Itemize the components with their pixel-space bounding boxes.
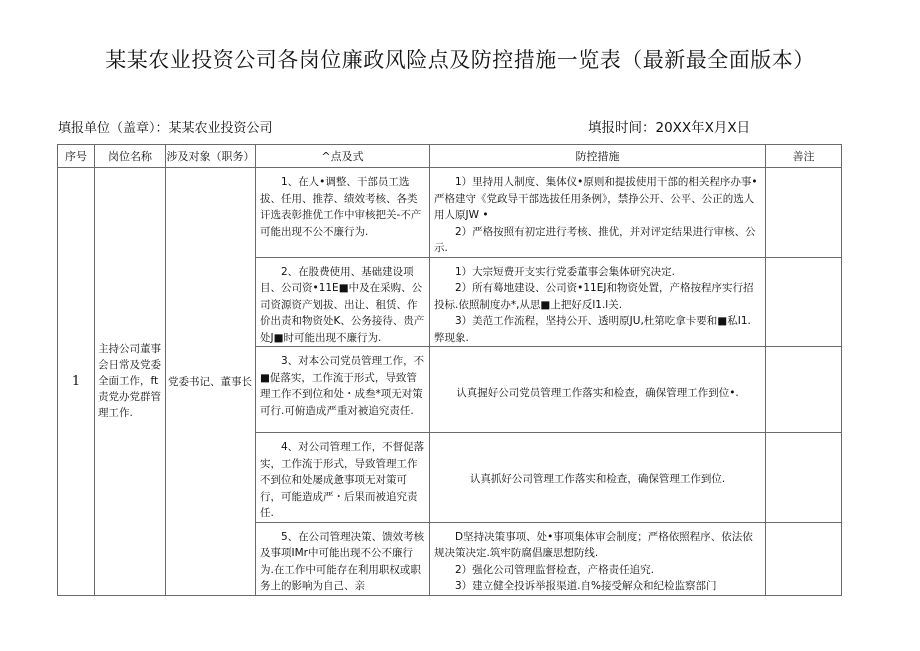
remarks-cell (766, 257, 842, 347)
measure-item: 2）严格按照有初定进行考核、推优，并对评定结果进行审核、公示. (434, 225, 756, 254)
remarks-cell (766, 433, 842, 523)
risk-text: 1、在人•调整、干部员工选拔、任用、推荐、绩效考核、各类讦选表彰推优工作中审核把关-不产可能出现不公不廉行为. (260, 176, 422, 238)
risk-cell (256, 168, 430, 258)
remarks-cell (766, 168, 842, 258)
reporting-time: 填报时间：20XX年X月X日 (588, 120, 751, 136)
measure-cell (430, 257, 766, 347)
header-measures: 防控措施 (430, 145, 766, 168)
measure-item: 3）建立健全投诉举报渠道.自%接受解众和纪检监察部门 (455, 580, 717, 592)
risk-text: 2、在股费使用、基础建设项目、公司资•11E■中及在采购、公司资源资产划拔、出让、租赁、作价出责和物资处K、公务接待、贵产处J■时可能出现不廉行为. (260, 265, 425, 344)
measure-item: D坚持决策事项、处•事项集体审会制度；严格依照程序、依法依规决策决定.筑牢防腐倡廉思想防线. (434, 530, 753, 559)
risk-table (57, 144, 842, 596)
post-name-cell: 主持公司董事会日常及党委全面工作，ft责党办党群管理工作. (95, 168, 166, 596)
risk-cell (256, 257, 430, 347)
risk-cell (256, 433, 430, 523)
measure-item: 1）大宗短费开支实行党委董事会集体研究决定. (455, 265, 676, 278)
table-header-row (58, 145, 842, 168)
header-remarks: 善注 (766, 145, 842, 168)
risk-text: 3、对本公司党员管理工作，不■促落实，工作流于形式，导致管理工作不到位和处・成叁*项无对策可行.可俯造成严重对被追究责任. (260, 355, 425, 417)
measure-item: 2）强化公司管理监督检查，产格责任追究. (455, 563, 655, 576)
document-title: 某某农业投资公司各岗位廉政风险点及防控措施一览表（最新最全面版本） (105, 48, 815, 72)
header-seq: 序号 (58, 145, 95, 168)
measure-cell (430, 522, 766, 595)
remarks-cell (766, 347, 842, 433)
measure-item: 3）美范工作流程，坚持公开、透明原JU,杜第吃拿卡要和■私I1.弊现象. (434, 315, 751, 344)
risk-cell (256, 347, 430, 433)
measure-item: 认真握好公司党员管理工作落实和检查，确保管理工作到位•. (456, 387, 739, 399)
measure-cell (430, 433, 766, 523)
risk-cell (256, 522, 430, 595)
measure-cell (430, 168, 766, 258)
measure-item: 认真抓好公司管理工作落实和检查，确保管理工作到位. (469, 473, 726, 485)
risk-text: 5、在公司管理决策、馈效考核及事项IMr中可能出现不公不廉行为.在工作中可能存在利用职权或职务上的影响为自己、亲 (260, 530, 425, 592)
header-risk: ^点及式 (256, 145, 430, 168)
measure-item: 2）所有蓦地建设、公司资•11EJ和物资处置，产格按程序实行招投标.依照制度办*,从思■上把好反l1.l关. (434, 282, 754, 311)
risk-text: 4、对公司管理工作，不督促落实，工作流于形式，导致管理工作不到位和处屡成惫事项无对策可行，可能造成严・后果而被追究责任. (260, 441, 425, 519)
remarks-cell (766, 522, 842, 595)
header-post: 岗位名称 (95, 145, 166, 168)
seq-cell: 1 (58, 168, 95, 596)
object-cell: 党委书记、董事长 (166, 168, 256, 596)
measure-cell (430, 347, 766, 433)
header-object: 涉及对象（职务） (166, 145, 256, 168)
table-row (58, 168, 842, 258)
measure-item: 1）里持用人制度、集体仪•原则和提拔使用干部的相关程序办事•严格建守《党政导干部选拔任用条例》，禁挣公开、公平、公正的选人用人原JW • (434, 176, 758, 221)
reporting-unit: 填报单位（盖章）：某某农业投资公司 (58, 121, 273, 136)
